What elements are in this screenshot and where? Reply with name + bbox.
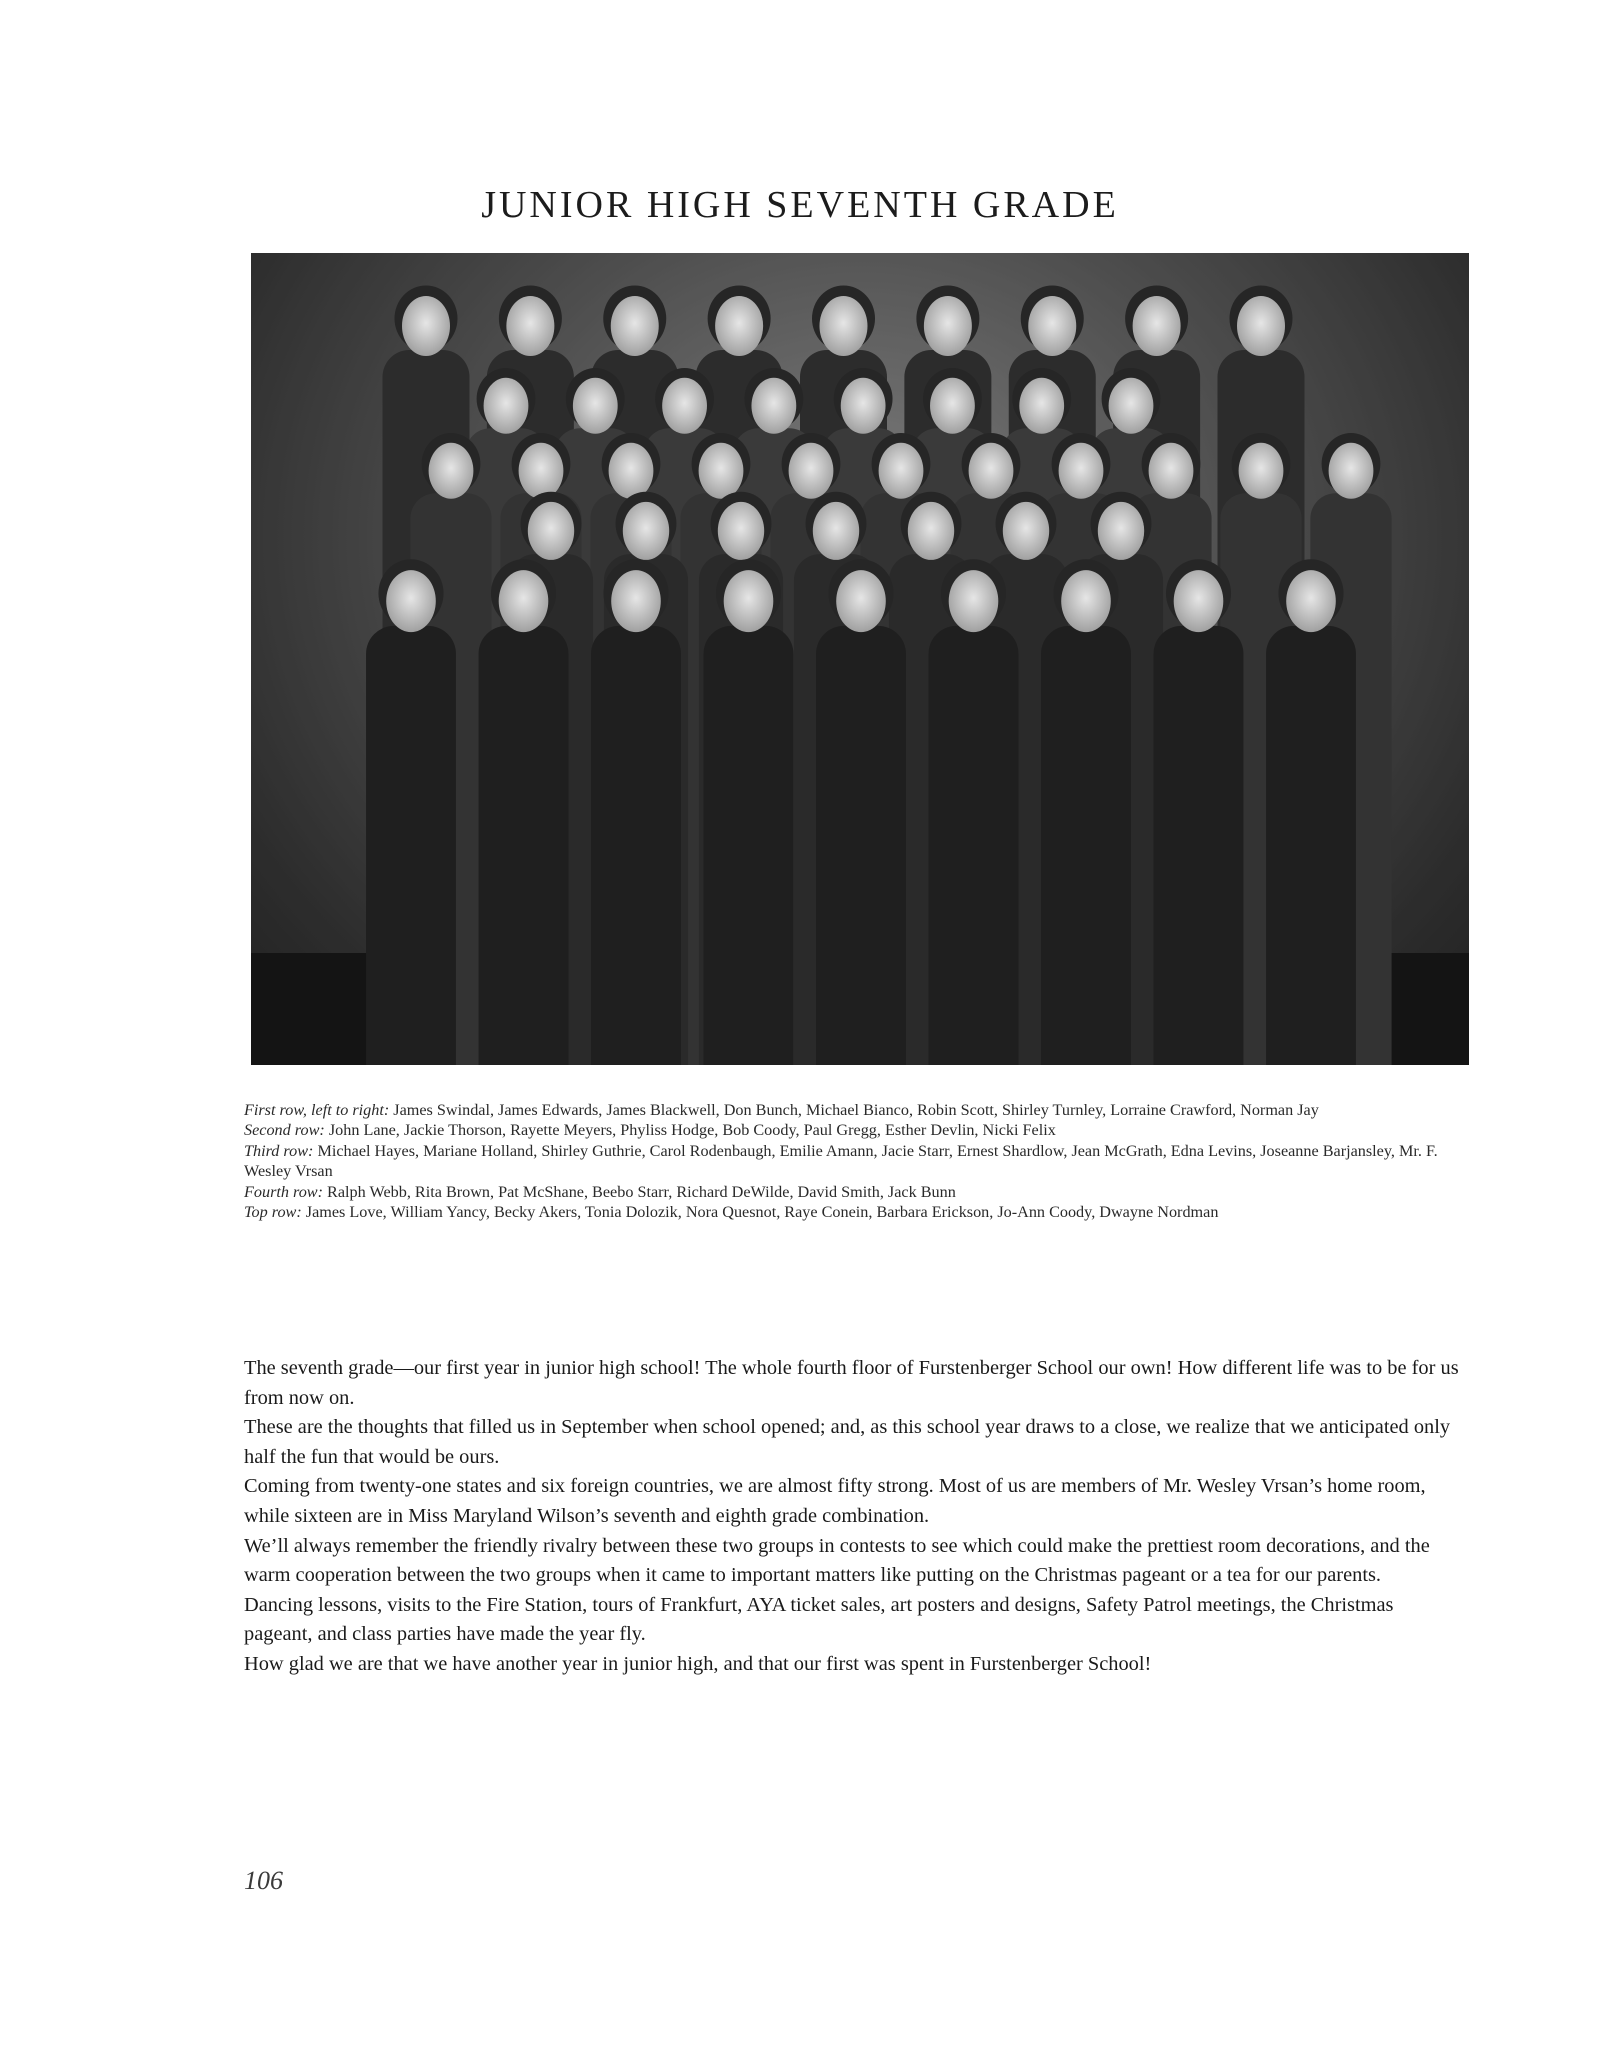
caption-first-row — [244, 1100, 1466, 1120]
figure-face — [699, 443, 744, 499]
body-paragraph: How glad we are that we have another year in junior high, and that our first was spent in Furstenberger School! — [244, 1652, 1152, 1675]
figure-face — [609, 443, 654, 499]
caption-row-label: Second row: — [244, 1121, 325, 1140]
figure-face — [1133, 296, 1181, 356]
caption-row-label: Fourth row: — [244, 1182, 323, 1201]
figure-face — [718, 502, 764, 560]
caption-row-names: John Lane, Jackie Thorson, Rayette Meyers, Phyliss Hodge, Bob Coody, Paul Gregg, Esther Devlin, Nicki Felix — [328, 1121, 1056, 1140]
figure-face — [1019, 378, 1064, 434]
body-paragraph: Dancing lessons, visits to the Fire Station, tours of Frankfurt, AYA ticket sales, art posters and designs, Safety Patrol meetings, the Christmas pageant, and class parties have made the year fly. — [244, 1593, 1394, 1646]
caption-second-row — [244, 1120, 1466, 1140]
figure-face — [611, 296, 659, 356]
figure-face — [841, 378, 886, 434]
figure-face — [924, 296, 972, 356]
caption-row-names: James Swindal, James Edwards, James Blackwell, Don Bunch, Michael Bianco, Robin Scott, Shirley Turnley, Lorraine Crawford, Norman Jay — [393, 1101, 1319, 1119]
figure-face — [1237, 296, 1285, 356]
figure-face — [506, 296, 554, 356]
figure-face — [1149, 443, 1194, 499]
figure-face — [813, 502, 859, 560]
figure-face — [573, 378, 618, 434]
figure-face — [751, 378, 796, 434]
figure-body — [1041, 626, 1131, 1065]
body-paragraph: We’ll always remember the friendly rivalry between these two groups in contests to see which could make the prettiest room decorations, and the warm cooperation between the two groups when it came to important matters like putting on the Christmas pageant or a tea for our parents. — [244, 1534, 1430, 1587]
caption-fourth-row — [244, 1182, 1466, 1202]
page-number: 106 — [244, 1866, 283, 1895]
figure-face — [429, 443, 474, 499]
figure-face — [715, 296, 763, 356]
figure-face — [949, 570, 999, 632]
figure-body — [816, 626, 906, 1065]
figure-body — [591, 626, 681, 1065]
figure-face — [879, 443, 924, 499]
figure-body — [366, 626, 456, 1065]
figure-face — [908, 502, 954, 560]
figure-body — [479, 626, 569, 1065]
figure-face — [1028, 296, 1076, 356]
figure-body — [929, 626, 1019, 1065]
class-group-photo — [251, 253, 1469, 1065]
figure-body — [704, 626, 794, 1065]
caption-row-names: James Love, William Yancy, Becky Akers, Tonia Dolozik, Nora Quesnot, Raye Conein, Barbara Erickson, Jo-Ann Coody, Dwayne Nordman — [305, 1203, 1219, 1222]
caption-row-label: Third row: — [244, 1141, 314, 1160]
figure-face — [386, 570, 436, 632]
figure-body — [1154, 626, 1244, 1065]
figure-face — [662, 378, 707, 434]
caption-row-names: Michael Hayes, Mariane Holland, Shirley Guthrie, Carol Rodenbaugh, Emilie Amann, Jacie Starr, Ernest Shardlow, Jean McGrath, Edna Levins, Joseanne Barjansley, Mr. F. Wesley Vrsan — [244, 1141, 1438, 1181]
figure-face — [1003, 502, 1049, 560]
figure-face — [402, 296, 450, 356]
body-paragraph: Coming from twenty-one states and six foreign countries, we are almost fifty strong. Most of us are members of Mr. Wesley Vrsan’s home room, while sixteen are in Miss Maryland Wilson’s seventh and eighth grade combination. — [244, 1475, 1426, 1527]
figure-face — [519, 443, 564, 499]
figure-face — [930, 378, 975, 434]
figure-face — [1059, 443, 1104, 499]
figure-face — [623, 502, 669, 560]
body-text — [244, 1354, 1466, 1680]
caption-third-row — [244, 1141, 1466, 1182]
caption-row-label: First row, left to right: — [244, 1101, 390, 1119]
figure-face — [611, 570, 661, 632]
figure-face — [499, 570, 549, 632]
caption-top-row — [244, 1202, 1466, 1222]
figure-face — [484, 378, 529, 434]
figure-face — [1239, 443, 1284, 499]
figure-face — [969, 443, 1014, 499]
class-photo-illustration — [251, 253, 1469, 1065]
body-paragraph: These are the thoughts that filled us in September when school opened; and, as this school year draws to a close, we realize that we anticipated only half the fun that would be ours. — [244, 1416, 1451, 1468]
figure-face — [724, 570, 774, 632]
figure-face — [1109, 378, 1154, 434]
page-title: JUNIOR HIGH SEVENTH GRADE — [481, 184, 1119, 227]
figure-face — [528, 502, 574, 560]
figure-face — [1061, 570, 1111, 632]
figure-face — [789, 443, 834, 499]
figure-face — [1286, 570, 1336, 632]
figure-face — [1098, 502, 1144, 560]
caption-row-names: Ralph Webb, Rita Brown, Pat McShane, Beebo Starr, Richard DeWilde, David Smith, Jack Bunn — [327, 1182, 956, 1201]
figure-face — [1174, 570, 1224, 632]
figure-face — [820, 296, 868, 356]
photo-caption — [244, 1100, 1466, 1222]
figure-face — [836, 570, 886, 632]
figure-body — [1266, 626, 1356, 1065]
figure-face — [1329, 443, 1374, 499]
body-paragraph: The seventh grade—our first year in junior high school! The whole fourth floor of Furstenberger School our own! How different life was to be for us from now on. — [244, 1357, 1459, 1409]
caption-row-label: Top row: — [244, 1203, 302, 1222]
